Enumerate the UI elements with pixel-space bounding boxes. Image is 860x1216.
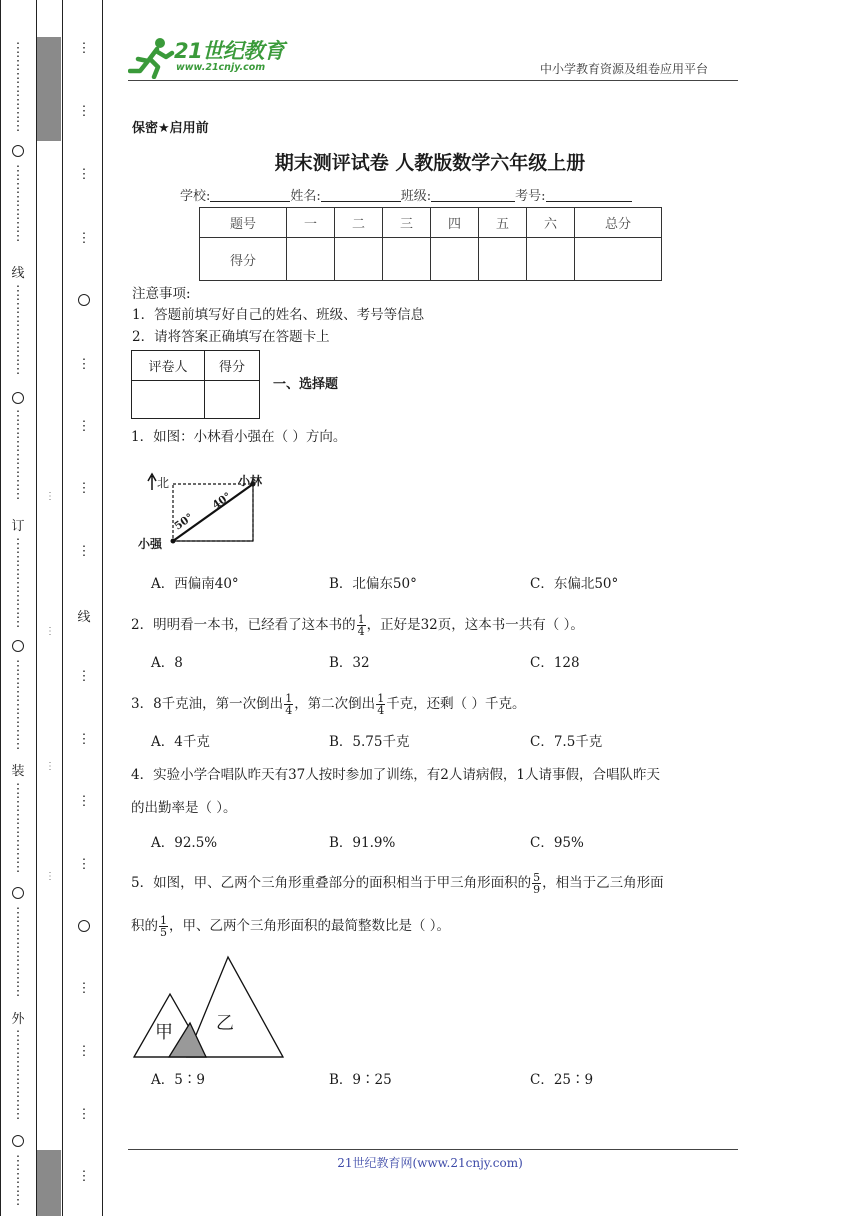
q5-option-a[interactable]: A．5∶9 [151, 1072, 205, 1088]
q3-fraction-1: $\frac{1}{4}$ [285, 692, 293, 717]
binding-char: 订 [11, 519, 25, 534]
q5-fraction-2: $\frac{1}{5}$ [160, 914, 167, 939]
binding-ring [78, 294, 90, 306]
binding-char: 外 [11, 1012, 25, 1027]
gutter-mark: ⋮ [45, 871, 55, 882]
score-header-row [200, 208, 662, 238]
question-5-line-2 [131, 913, 450, 939]
point-xiaoqiang [171, 539, 176, 544]
score-input-cell[interactable] [430, 238, 478, 281]
grader-header: 评卷人 [132, 351, 205, 381]
q2-option-b[interactable]: B．32 [329, 655, 370, 671]
secret-label: 保密★启用前 [132, 121, 209, 136]
q1-option-b[interactable]: B．北偏东50° [329, 576, 417, 592]
score-input-cell[interactable] [334, 238, 382, 281]
q2-pre: 2．明明看一本书，已经看了这本书的 [131, 617, 356, 633]
q2-option-c[interactable]: C．128 [530, 655, 580, 671]
q4-option-c[interactable]: C．95% [530, 835, 584, 851]
score-cell: 三 [382, 208, 430, 238]
note-item: 1．答题前填写好自己的姓名、班级、考号等信息 [132, 307, 425, 323]
label-xiaoqiang: 小强 [138, 537, 163, 551]
q3-post: 千克，还剩（ ）千克。 [386, 696, 526, 712]
q3-fraction-2: $\frac{1}{4}$ [377, 692, 385, 717]
grader-table [131, 350, 260, 419]
binding-ring [12, 1135, 24, 1147]
q1-option-a[interactable]: A．西偏南40° [151, 576, 239, 592]
q5-post: ，相当于乙三角形面 [542, 875, 664, 891]
q3-pre: 3．8千克油，第一次倒出 [131, 696, 284, 712]
q4-option-b[interactable]: B．91.9% [329, 835, 396, 851]
score-input-cell[interactable] [382, 238, 430, 281]
label-angle-40: 40° [210, 490, 234, 512]
notes-title: 注意事项: [132, 286, 191, 302]
score-input-cell[interactable] [478, 238, 526, 281]
score-value-row [200, 238, 662, 281]
name-field[interactable] [321, 187, 401, 202]
label-angle-50: 50° [172, 511, 196, 533]
grader-input-cell[interactable] [132, 381, 205, 419]
binding-char: 线 [77, 610, 91, 625]
q1-option-c[interactable]: C．东偏北50° [530, 576, 619, 592]
grader-header: 得分 [205, 351, 260, 381]
score-cell: 四 [430, 208, 478, 238]
q5-line2-pre: 积的 [131, 918, 158, 934]
note-item: 2．请将答案正确填写在答题卡上 [132, 329, 330, 345]
gutter-mark: ⋮ [45, 491, 55, 502]
score-cell: 五 [478, 208, 526, 238]
runner-icon [128, 35, 176, 79]
binding-char: 装 [11, 764, 25, 779]
footer [0, 1154, 860, 1172]
binding-gray-column [37, 0, 63, 1216]
q2-option-a[interactable]: A．8 [151, 655, 183, 671]
info-line [180, 187, 632, 206]
question-2-text [131, 612, 584, 638]
q3-option-c[interactable]: C．7.5千克 [530, 734, 603, 750]
school-label: 学校: [180, 189, 211, 204]
exam-title-text: 期末测评试卷 人教版数学六年级上册 [274, 152, 586, 174]
gutter-mark: ⋮ [45, 626, 55, 637]
site-logo[interactable] [128, 35, 298, 81]
score-input-cell[interactable] [286, 238, 334, 281]
q3-mid: ，第二次倒出 [294, 696, 376, 712]
label-yi: 乙 [216, 1013, 234, 1034]
gutter-block-top [37, 37, 61, 141]
q5-line2-post: ，甲、乙两个三角形面积的最简整数比是（ ）。 [169, 918, 451, 934]
q5-pre: 5．如图，甲、乙两个三角形重叠部分的面积相当于甲三角形面积的 [131, 875, 532, 891]
header-rule [128, 80, 738, 81]
question-1-text: 1．如图：小林看小强在（ ）方向。 [131, 429, 347, 445]
score-table [199, 207, 662, 281]
binding-char: 线 [11, 266, 25, 281]
q2-post: ，正好是32页，这本书一共有（ ）。 [366, 617, 584, 633]
score-input-cell[interactable] [526, 238, 574, 281]
question-4-line-2: 的出勤率是（ ）。 [131, 800, 237, 816]
label-north: 北 [157, 476, 170, 490]
name-label: 姓名: [290, 189, 321, 204]
binding-ring [12, 640, 24, 652]
exam-title [0, 151, 860, 175]
question-5-line-1 [131, 870, 664, 896]
score-cell: 二 [334, 208, 382, 238]
score-input-cell[interactable] [574, 238, 661, 281]
binding-ring [78, 920, 90, 932]
q5-option-b[interactable]: B．9∶25 [329, 1072, 392, 1088]
class-field[interactable] [431, 187, 515, 202]
number-label: 考号: [515, 189, 546, 204]
question-4-line-1: 4．实验小学合唱队昨天有37人按时参加了训练，有2人请病假，1人请事假，合唱队昨天 [131, 767, 660, 783]
label-xiaolin: 小林 [238, 474, 263, 488]
q3-option-b[interactable]: B．5.75千克 [329, 734, 410, 750]
q2-fraction: $\frac{1}{4}$ [357, 613, 365, 638]
logo-text: 21世纪教育 [174, 39, 285, 63]
binding-ring [12, 392, 24, 404]
score-cell: 题号 [200, 208, 287, 238]
section-title: 一、选择题 [273, 377, 339, 392]
triangle-yi [187, 957, 283, 1057]
binding-ring [12, 887, 24, 899]
label-jia: 甲 [155, 1022, 173, 1043]
question-3-text [131, 691, 525, 717]
score-cell: 总分 [574, 208, 661, 238]
score-cell: 一 [286, 208, 334, 238]
score-label-cell: 得分 [200, 238, 287, 281]
q3-option-a[interactable]: A．4千克 [151, 734, 210, 750]
class-label: 班级: [400, 189, 432, 204]
footer-rule [128, 1149, 738, 1150]
school-field[interactable] [210, 187, 290, 202]
footer-link[interactable]: 21世纪教育网(www.21cnjy.com) [337, 1156, 523, 1170]
q4-option-a[interactable]: A．92.5% [151, 835, 218, 851]
gutter-mark: ⋮ [45, 761, 55, 772]
score-cell: 六 [526, 208, 574, 238]
number-field[interactable] [546, 187, 632, 202]
grader-input-cell[interactable] [205, 381, 260, 419]
logo-url: www.21cnjy.com [176, 62, 266, 73]
q5-fraction-1: $\frac{5}{9}$ [533, 871, 541, 896]
platform-name: 中小学教育资源及组卷应用平台 [540, 62, 709, 76]
question-5-figure [130, 954, 290, 1060]
north-arrow-icon [148, 474, 156, 490]
q5-option-c[interactable]: C．25∶9 [530, 1072, 594, 1088]
